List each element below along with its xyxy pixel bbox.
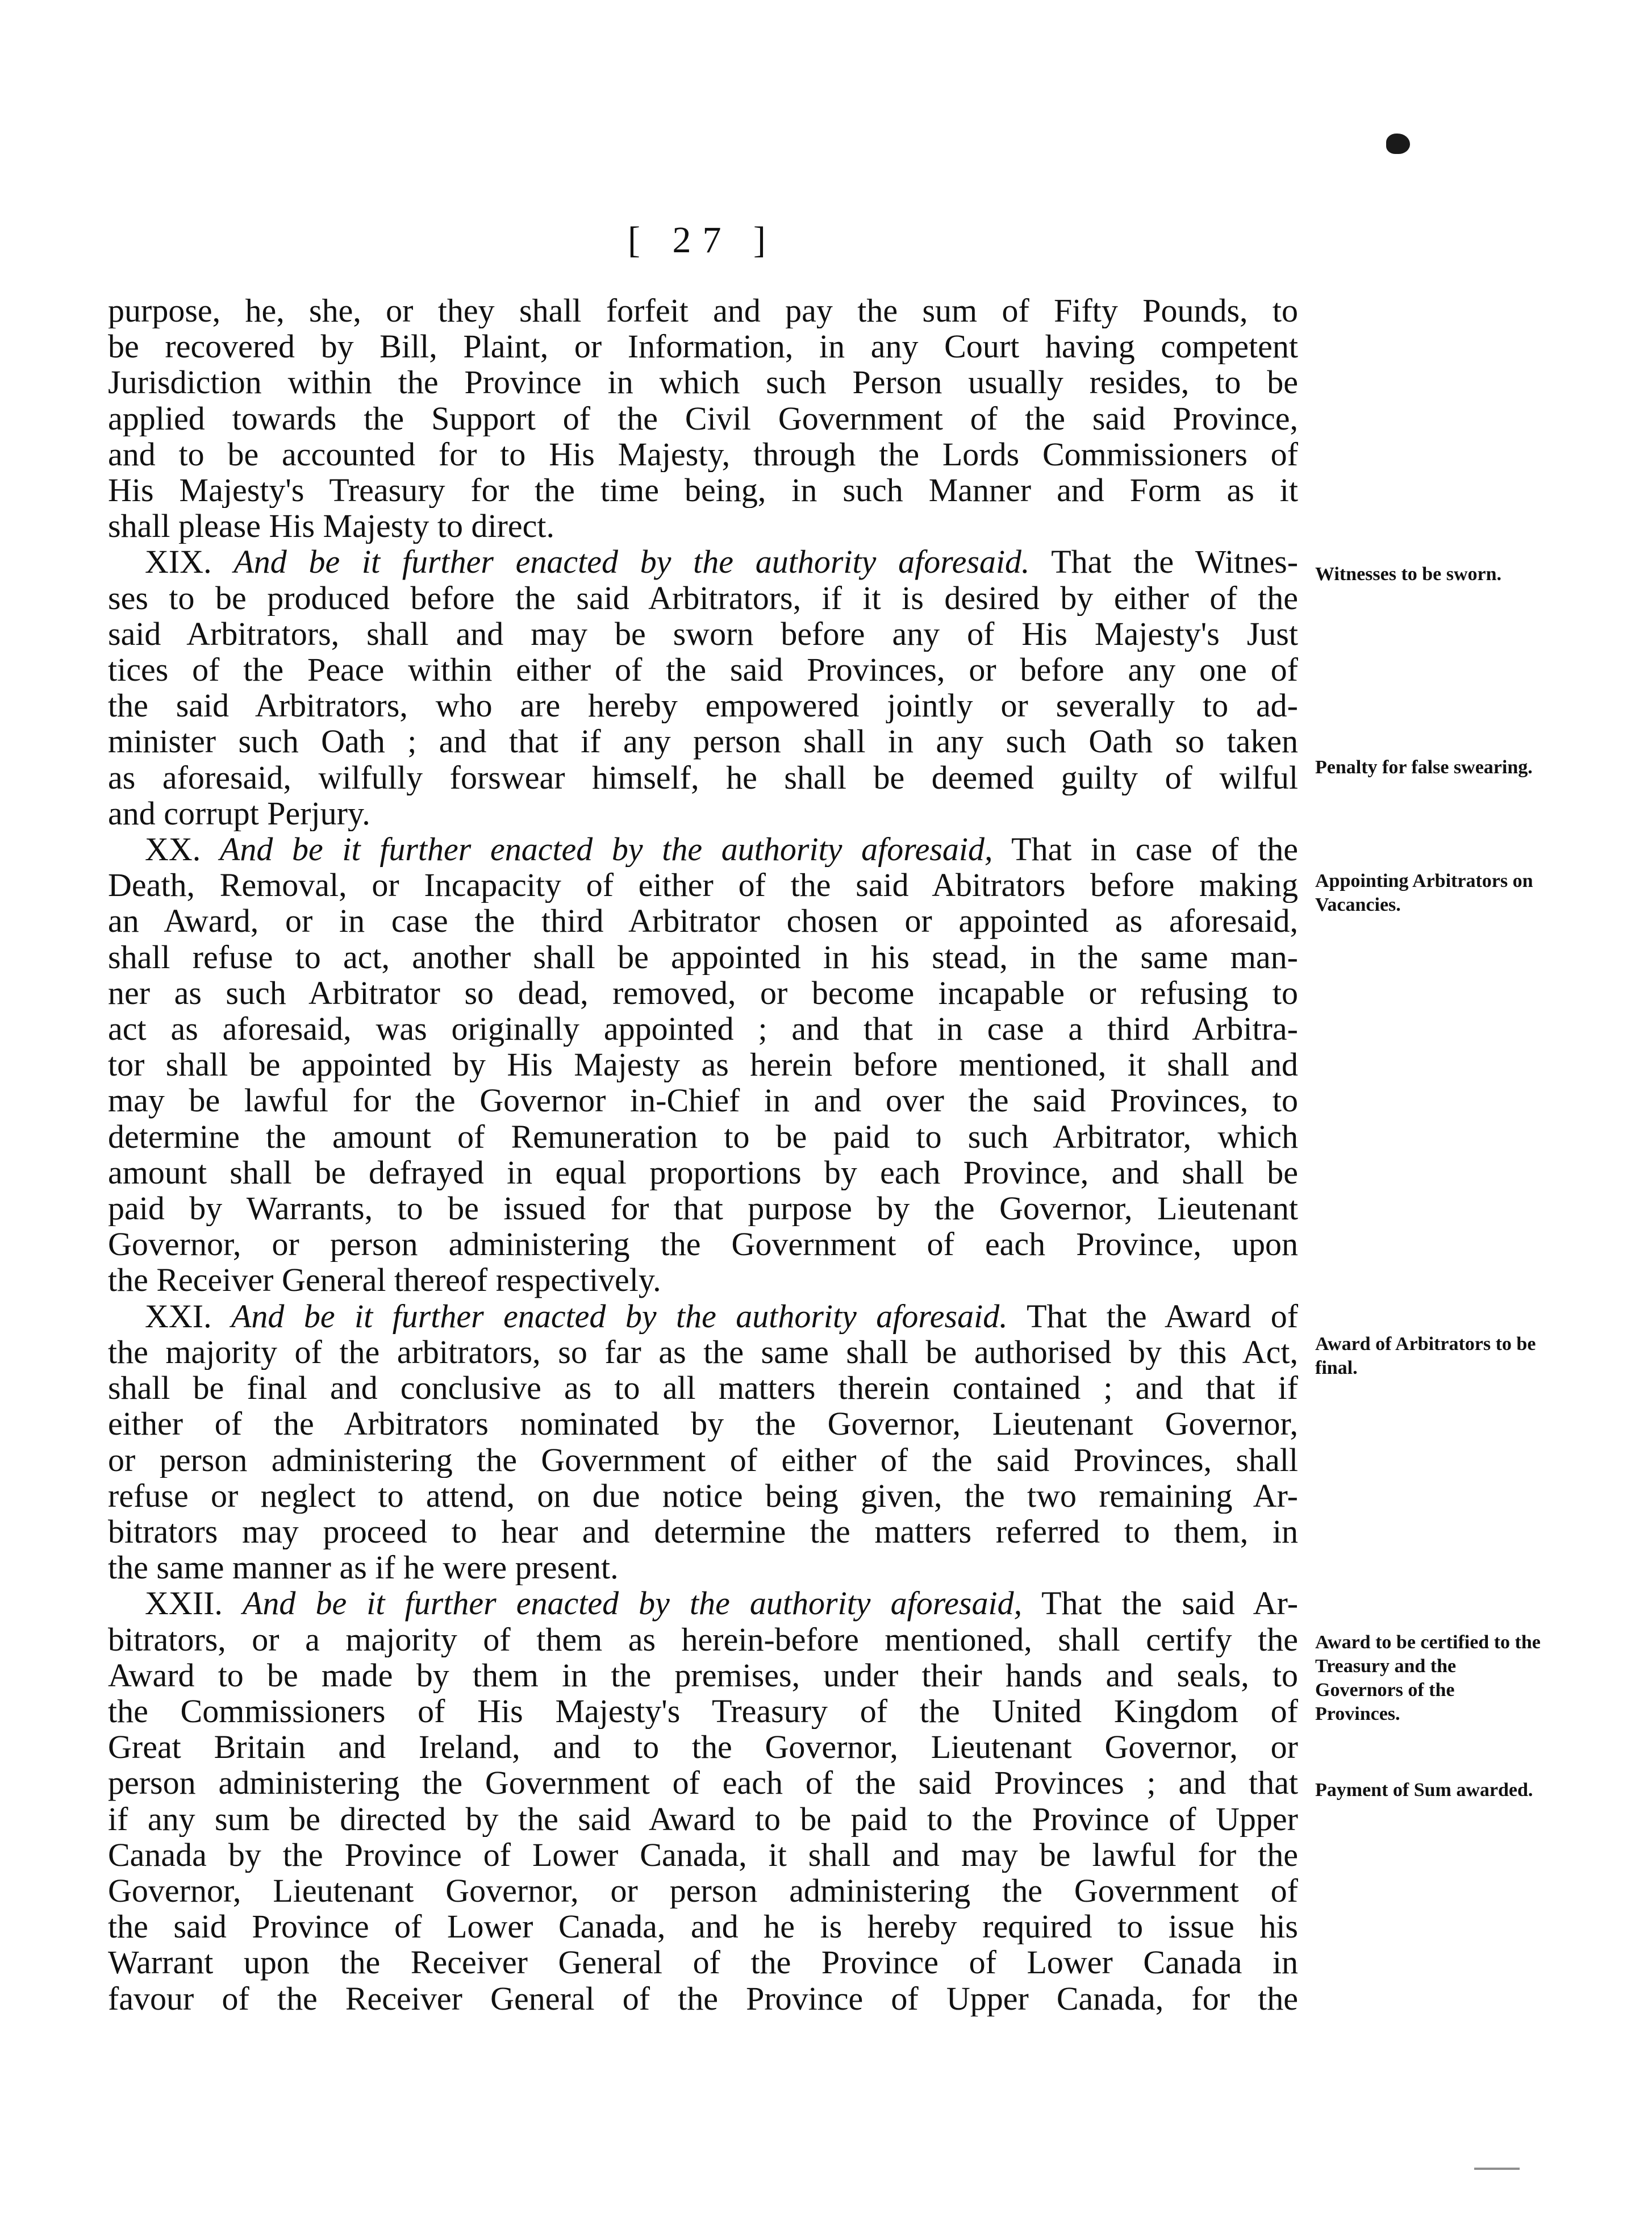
text-line: said Arbitrators, shall and may be sworn before any of His Majesty's Just xyxy=(108,615,1298,652)
section-text: That the Witnes- xyxy=(1051,544,1298,580)
text-line: favour of the Receiver General of the Province of Upper Canada, for the xyxy=(108,1980,1298,2016)
text-line: Governor, or person administering the Government of each Province, upon xyxy=(108,1226,1298,1262)
text-line: as aforesaid, wilfully forswear himself, he shall be deemed guilty of wilful xyxy=(108,759,1298,795)
ink-blot xyxy=(1386,134,1410,154)
text-line: the Commissioners of His Majesty's Treasury of the United Kingdom of xyxy=(108,1693,1298,1730)
section-text: That the said Ar- xyxy=(1041,1585,1298,1622)
section-first-line xyxy=(108,831,1298,867)
margin-note: Payment of Sum awarded. xyxy=(1315,1780,1533,1801)
text-line: the same manner as if he were present. xyxy=(108,1549,619,1586)
section-number: XXI. xyxy=(145,1298,212,1334)
text-line: Jurisdiction within the Province in which such Person usually resides, to be xyxy=(108,364,1298,401)
section-first-line xyxy=(108,544,1298,580)
text-line: His Majesty's Treasury for the time being, in such Manner and Form as it xyxy=(108,472,1298,509)
enacting-clause: And be it further enacted by the authority aforesaid, xyxy=(242,1585,1023,1622)
text-line: shall refuse to act, another shall be appointed in his stead, in the same man- xyxy=(108,939,1298,975)
text-line: an Award, or in case the third Arbitrator chosen or appointed as aforesaid, xyxy=(108,903,1298,939)
main-text xyxy=(108,293,1298,2016)
text-line: shall please His Majesty to direct. xyxy=(108,508,555,544)
margin-note: Award of Arbitrators to be final. xyxy=(1315,1334,1536,1378)
margin-note: Penalty for false swearing. xyxy=(1315,757,1533,778)
section-text: That in case of the xyxy=(1011,831,1298,868)
text-line: act as aforesaid, was originally appointed ; and that in case a third Arbitra- xyxy=(108,1011,1298,1047)
text-line: Award to be made by them in the premises, under their hands and seals, to xyxy=(108,1657,1298,1693)
page-number: [ 27 ] xyxy=(628,219,777,261)
text-line: the said Province of Lower Canada, and he is hereby required to issue his xyxy=(108,1909,1298,1945)
text-line: the Receiver General thereof respectively. xyxy=(108,1262,661,1298)
text-line: Governor, Lieutenant Governor, or person administering the Government of xyxy=(108,1872,1298,1909)
text-line: or person administering the Government of either of the said Provinces, shall xyxy=(108,1441,1298,1478)
text-line: Warrant upon the Receiver General of the Province of Lower Canada in xyxy=(108,1944,1298,1981)
enacting-clause: And be it further enacted by the authority aforesaid, xyxy=(219,831,993,868)
text-line: refuse or neglect to attend, on due notice being given, the two remaining Ar- xyxy=(108,1477,1298,1514)
margin-note: Witnesses to be sworn. xyxy=(1315,564,1502,585)
text-line: either of the Arbitrators nominated by the Governor, Lieutenant Governor, xyxy=(108,1406,1298,1442)
section-number: XXII. xyxy=(145,1585,223,1622)
smudge-mark xyxy=(1474,2168,1520,2170)
margin-note: Appointing Arbitrators on Vacancies. xyxy=(1315,870,1533,915)
text-line: purpose, he, she, or they shall forfeit and pay the sum of Fifty Pounds, to xyxy=(108,293,1298,329)
text-line: shall be final and conclusive as to all matters therein contained ; and that if xyxy=(108,1370,1298,1406)
text-line: determine the amount of Remuneration to be paid to such Arbitrator, which xyxy=(108,1118,1298,1155)
text-line: ner as such Arbitrator so dead, removed, or become incapable or refusing to xyxy=(108,974,1298,1011)
text-line: and to be accounted for to His Majesty, through the Lords Commissioners of xyxy=(108,436,1298,473)
section-number: XX. xyxy=(145,831,201,868)
text-line: may be lawful for the Governor in-Chief in and over the said Provinces, to xyxy=(108,1082,1298,1119)
section-text: That the Award of xyxy=(1027,1298,1298,1334)
section-first-line xyxy=(108,1298,1298,1334)
text-line: ses to be produced before the said Arbitrators, if it is desired by either of the xyxy=(108,580,1298,616)
section-first-line xyxy=(108,1585,1298,1621)
enacting-clause: And be it further enacted by the authority aforesaid. xyxy=(233,544,1030,580)
text-line: if any sum be directed by the said Award to be paid to the Province of Upper xyxy=(108,1801,1298,1837)
text-line: minister such Oath ; and that if any person shall in any such Oath so taken xyxy=(108,723,1298,760)
text-line: amount shall be defrayed in equal proportions by each Province, and shall be xyxy=(108,1154,1298,1191)
text-line: person administering the Government of each of the said Provinces ; and that xyxy=(108,1765,1298,1801)
text-line: bitrators, or a majority of them as herein-before mentioned, shall certify the xyxy=(108,1621,1298,1657)
text-line: paid by Warrants, to be issued for that purpose by the Governor, Lieutenant xyxy=(108,1190,1298,1227)
text-line: be recovered by Bill, Plaint, or Information, in any Court having competent xyxy=(108,328,1298,365)
text-line: Great Britain and Ireland, and to the Governor, Lieutenant Governor, or xyxy=(108,1729,1298,1765)
text-line: the said Arbitrators, who are hereby empowered jointly or severally to ad- xyxy=(108,687,1298,724)
text-line: the majority of the arbitrators, so far as the same shall be authorised by this Act, xyxy=(108,1334,1298,1370)
text-line: applied towards the Support of the Civil Government of the said Province, xyxy=(108,400,1298,436)
margin-note: Award to be certified to the Treasury and the Governors of the Provinces. xyxy=(1315,1632,1541,1724)
enacting-clause: And be it further enacted by the authority aforesaid. xyxy=(231,1298,1008,1334)
text-line: bitrators may proceed to hear and determine the matters referred to them, in xyxy=(108,1513,1298,1550)
text-line: and corrupt Perjury. xyxy=(108,795,370,832)
text-line: tor shall be appointed by His Majesty as herein before mentioned, it shall and xyxy=(108,1047,1298,1083)
text-line: Death, Removal, or Incapacity of either of the said Abitrators before making xyxy=(108,867,1298,903)
text-line: tices of the Peace within either of the said Provinces, or before any one of xyxy=(108,652,1298,688)
section-number: XIX. xyxy=(145,544,212,580)
text-line: Canada by the Province of Lower Canada, it shall and may be lawful for the xyxy=(108,1836,1298,1873)
